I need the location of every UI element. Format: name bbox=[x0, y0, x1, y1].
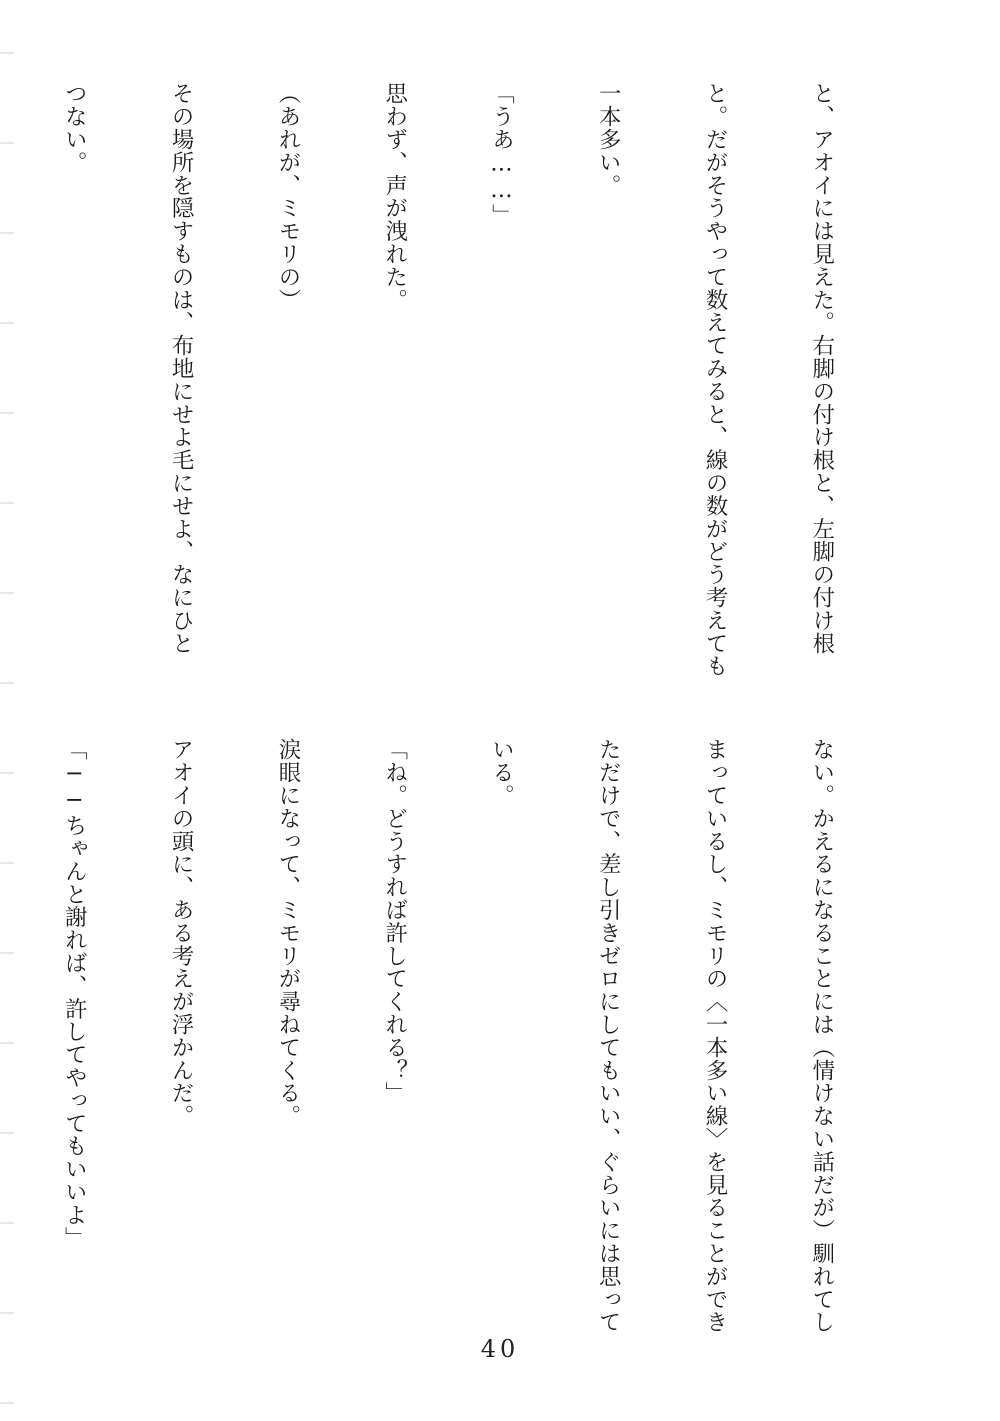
text-line: と、アオイには見えた。右脚の付け根と、左脚の付け根 bbox=[808, 82, 835, 655]
text-line: ない。かえるになることには（情けない話だが）馴れてし bbox=[808, 738, 835, 1334]
text-block-lower bbox=[61, 738, 910, 1338]
text-line: 涙眼になって、ミモリが尋ねてくる。 bbox=[274, 738, 301, 1128]
text-line: 「ね。どうすれば許してくれる？」 bbox=[381, 738, 408, 1105]
text-line: ただけで、差し引きゼロにしてもいい、ぐらいには思って bbox=[595, 738, 622, 1334]
text-line: アオイの頭に、ある考えが浮かんだ。 bbox=[168, 738, 195, 1128]
text-line: と。だがそうやって数えてみると、線の数がどう考えても bbox=[702, 82, 729, 678]
text-line: 「──ちゃんと謝れば、許してやってもいいよ」 bbox=[61, 738, 88, 1249]
text-line: 「うあ……」 bbox=[488, 82, 515, 227]
text-block-upper bbox=[61, 82, 910, 722]
page-number: 40 bbox=[480, 1335, 520, 1363]
text-line: まっているし、ミモリの〈一本多い線〉を見ることができ bbox=[702, 738, 729, 1334]
text-line: 一本多い。 bbox=[595, 82, 622, 197]
text-line: 思わず、声が洩れた。 bbox=[381, 82, 408, 311]
text-line: つない。 bbox=[61, 82, 88, 174]
text-line: その場所を隠すものは、布地にせよ毛にせよ、なにひと bbox=[168, 82, 195, 655]
text-line: （あれが、ミモリの） bbox=[274, 82, 301, 311]
text-line: いる。 bbox=[488, 738, 515, 807]
